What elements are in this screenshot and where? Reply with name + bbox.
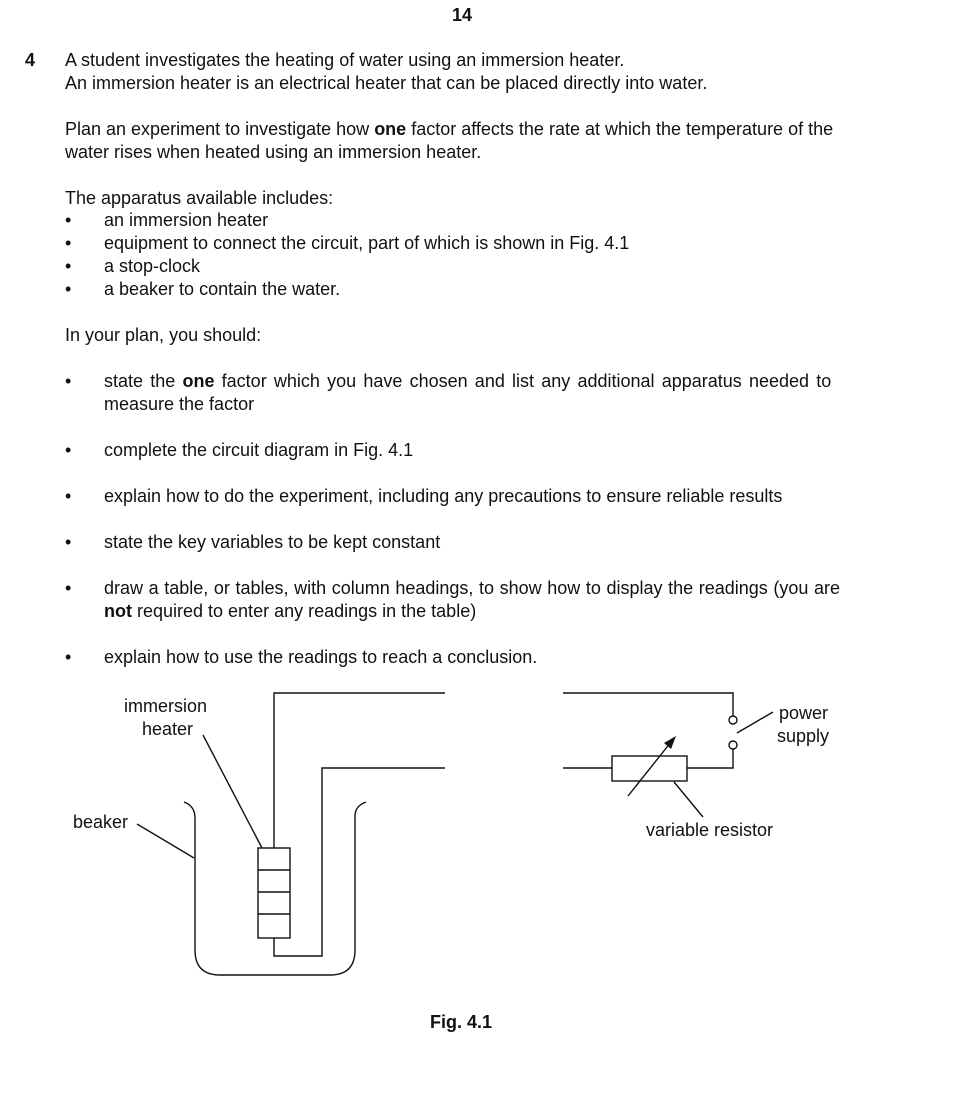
- label-variable-resistor: variable resistor: [646, 820, 774, 840]
- plan-point-1-b: factor which you have chosen and list any additional apparatus needed to: [214, 371, 832, 391]
- label-immersion: immersion: [124, 696, 208, 716]
- bullet: •: [65, 210, 72, 230]
- plan-text-a: Plan an experiment to investigate how: [65, 119, 375, 139]
- variable-resistor-leader: [674, 782, 703, 817]
- power-terminal-bottom: [729, 741, 737, 749]
- plan-point-2: complete the circuit diagram in Fig. 4.1: [104, 440, 414, 460]
- apparatus-item: equipment to connect the circuit, part of which is shown in Fig. 4.1: [104, 233, 630, 253]
- bullet: •: [65, 578, 72, 598]
- label-supply: supply: [777, 726, 830, 746]
- plan-text-b: factor affects the rate at which the temperature of the: [406, 119, 834, 139]
- plan-point-6: explain how to use the readings to reach a conclusion.: [104, 647, 538, 667]
- apparatus-item: a beaker to contain the water.: [104, 279, 341, 299]
- beaker-outline: [184, 802, 366, 975]
- variable-resistor-arrow: [628, 742, 671, 796]
- label-heater: heater: [142, 719, 194, 739]
- figure-caption: Fig. 4.1: [430, 1012, 493, 1032]
- intro-line-2: An immersion heater is an electrical heater that can be placed directly into water.: [65, 73, 708, 93]
- bullet: •: [65, 371, 72, 391]
- plan-point-5-rest: required to enter any readings in the table): [131, 601, 477, 621]
- plan-point-4: state the key variables to be kept constant: [104, 532, 441, 552]
- heater-element: [258, 848, 290, 938]
- power-supply-leader: [737, 712, 773, 733]
- label-beaker: beaker: [73, 812, 129, 832]
- plan-point-3: explain how to do the experiment, including any precautions to ensure reliable results: [104, 486, 783, 506]
- power-terminal-top: [729, 716, 737, 724]
- apparatus-item: a stop-clock: [104, 256, 201, 276]
- apparatus-heading: The apparatus available includes:: [65, 188, 334, 208]
- bullet: •: [65, 647, 72, 667]
- plan-point-5-line-1: draw a table, or tables, with column headings, to show how to display the readings (you are: [104, 578, 841, 598]
- plan-text-bold: one: [374, 119, 407, 139]
- immersion-heater-leader: [203, 735, 262, 848]
- bullet: •: [65, 532, 72, 552]
- bullet: •: [65, 279, 72, 299]
- intro-line-1: A student investigates the heating of water using an immersion heater.: [65, 50, 625, 70]
- label-power: power: [779, 703, 829, 723]
- bullet: •: [65, 440, 72, 460]
- plan-point-5-bold: not: [104, 601, 132, 621]
- plan-point-1-a: state the: [104, 371, 183, 391]
- circuit-right-wire: [687, 749, 733, 768]
- question-number: 4: [25, 50, 36, 70]
- variable-resistor-arrowhead: [664, 736, 676, 749]
- heater-lead-inner: [274, 768, 445, 956]
- plan-point-1-line-2: measure the factor: [104, 394, 255, 414]
- page-number: 14: [452, 5, 473, 25]
- bullet: •: [65, 486, 72, 506]
- heater-lead-outer: [274, 693, 445, 848]
- plan-point-1-bold: one: [182, 371, 215, 391]
- plan-heading: In your plan, you should:: [65, 325, 262, 345]
- apparatus-item: an immersion heater: [104, 210, 269, 230]
- bullet: •: [65, 233, 72, 253]
- beaker-leader: [137, 824, 194, 858]
- bullet: •: [65, 256, 72, 276]
- plan-statement-line-2: water rises when heated using an immersion heater.: [65, 142, 482, 162]
- circuit-top-wire: [563, 693, 733, 716]
